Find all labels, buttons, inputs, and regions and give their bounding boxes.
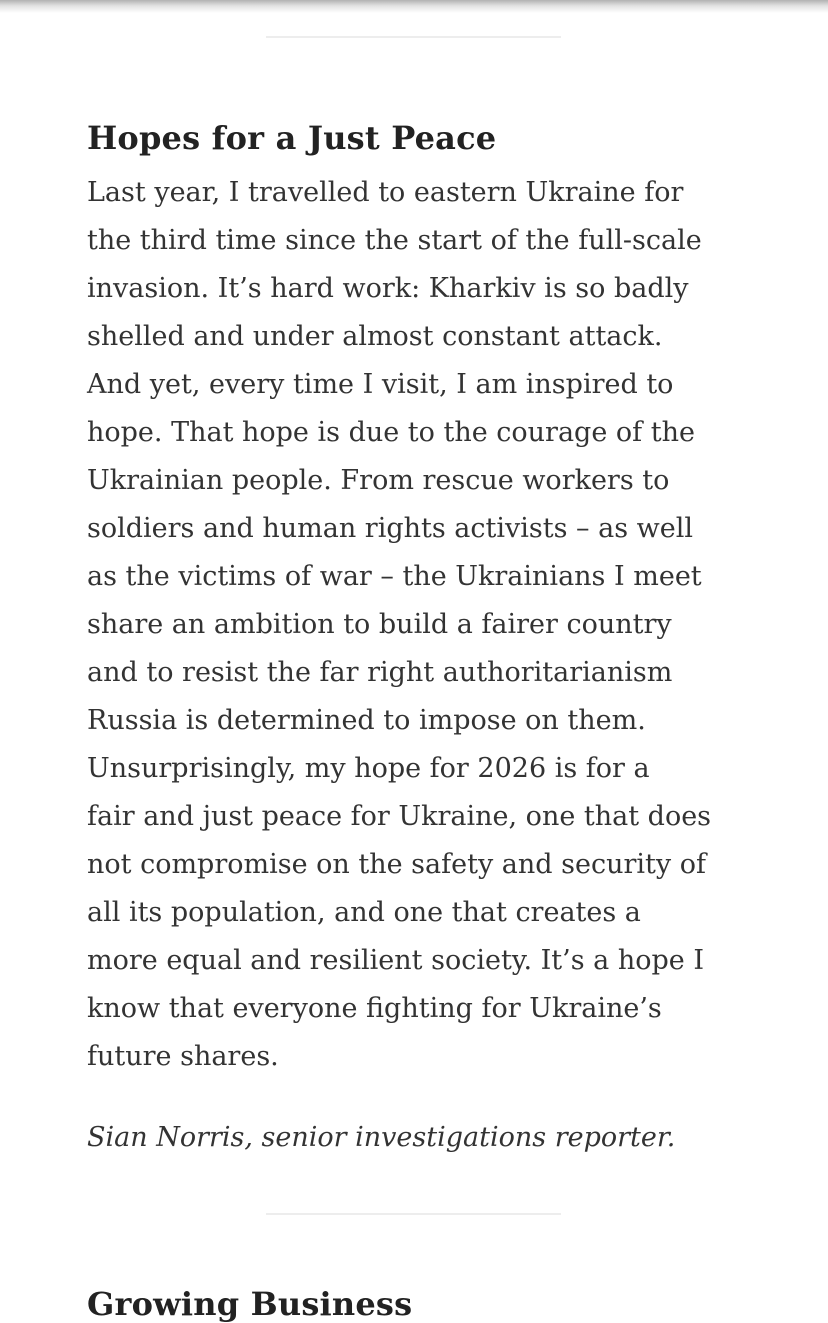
paragraph-line: Russia is determined to impose on them. bbox=[87, 705, 646, 736]
article-paragraph bbox=[87, 169, 711, 1081]
paragraph-line: future shares. bbox=[87, 1041, 279, 1072]
section-divider-bottom bbox=[266, 1213, 561, 1215]
paragraph-line: hope. That hope is due to the courage of the bbox=[87, 417, 695, 448]
top-scroll-shadow bbox=[0, 0, 828, 13]
paragraph-line: more equal and resilient society. It’s a hope I bbox=[87, 945, 704, 976]
paragraph-line: Unsurprisingly, my hope for 2026 is for a bbox=[87, 753, 650, 784]
paragraph-line: invasion. It’s hard work: Kharkiv is so badly bbox=[87, 273, 689, 304]
paragraph-line: and to resist the far right authoritarianism bbox=[87, 657, 673, 688]
paragraph-line: as the victims of war – the Ukrainians I meet bbox=[87, 561, 702, 592]
paragraph-line: shelled and under almost constant attack. bbox=[87, 321, 663, 352]
paragraph-line: know that everyone fighting for Ukraine’s bbox=[87, 993, 662, 1024]
next-section-heading-clipped: Growing Business bbox=[87, 1284, 413, 1323]
paragraph-line: And yet, every time I visit, I am inspired to bbox=[87, 369, 674, 400]
section-heading: Hopes for a Just Peace bbox=[87, 118, 497, 157]
paragraph-line: Last year, I travelled to eastern Ukraine for bbox=[87, 177, 684, 208]
paragraph-line: fair and just peace for Ukraine, one that does bbox=[87, 801, 712, 832]
paragraph-line: the third time since the start of the full-scale bbox=[87, 225, 702, 256]
paragraph-line: not compromise on the safety and security of bbox=[87, 849, 706, 880]
paragraph-line: soldiers and human rights activists – as well bbox=[87, 513, 694, 544]
paragraph-line: share an ambition to build a fairer country bbox=[87, 609, 672, 640]
paragraph-line: Ukrainian people. From rescue workers to bbox=[87, 465, 670, 496]
paragraph-line: all its population, and one that creates a bbox=[87, 897, 641, 928]
author-byline: Sian Norris, senior investigations reporter. bbox=[87, 1122, 676, 1153]
section-divider-top bbox=[266, 36, 561, 38]
